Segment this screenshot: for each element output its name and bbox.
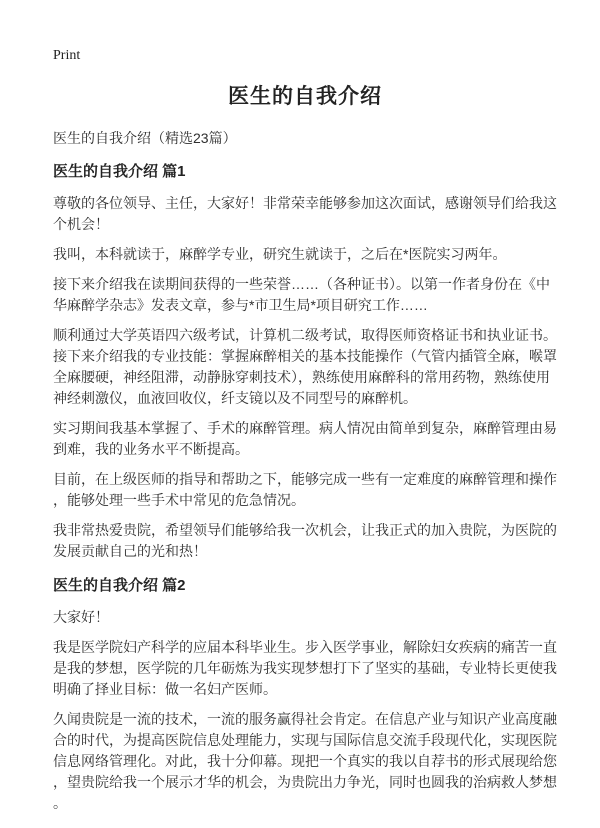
paragraph: 我是医学院妇产科学的应届本科毕业生。步入医学事业，解除妇女疾病的痛苦一直是我的梦想，医学院的几年砺炼为我实现梦想打下了坚实的基础，专业特长更使我明确了择业目标：做一名妇产医师。 (53, 639, 557, 697)
paragraph: 大家好！ (53, 609, 109, 625)
print-button[interactable]: Print (53, 48, 81, 63)
paragraph: 久闻贵院是一流的技术，一流的服务赢得社会肯定。在信息产业与知识产业高度融合的时代，为提高医院信息处理能力，实现与国际信息交流手段现代化，实现医院信息网络管理化。对此，我十分仰幕。现把一个真实的我以自荐书的形式展现给您，望贵院给我一个展示才华的机会，为贵院出力争光，同时也圆我的治病救人梦想。 (53, 711, 557, 811)
section-1 (53, 160, 557, 562)
section-heading: 医生的自我介绍 篇2 (53, 577, 186, 594)
section-heading: 医生的自我介绍 篇1 (53, 163, 186, 180)
paragraph: 我非常热爱贵院，希望领导们能够给我一次机会，让我正式的加入贵院，为医院的发展贡献自己的光和热！ (53, 522, 557, 559)
paragraph: 实习期间我基本掌握了、手术的麻醉管理。病人情况由简单到复杂，麻醉管理由易到难，我的业务水平不断提高。 (53, 420, 557, 457)
page-title: 医生的自我介绍 (228, 85, 382, 108)
section-2 (53, 574, 557, 814)
doc-subtitle: 医生的自我介绍（精选23篇） (53, 130, 237, 146)
paragraph: 目前，在上级医师的指导和帮助之下，能够完成一些有一定难度的麻醉管理和操作，能够处理一些手术中常见的危急情况。 (53, 471, 557, 508)
paragraph: 接下来介绍我在读期间获得的一些荣誉……（各种证书）。以第一作者身份在《中华麻醉学杂志》发表文章，参与*市卫生局*项目研究工作…… (53, 276, 550, 313)
paragraph: 尊敬的各位领导、主任，大家好！非常荣幸能够参加这次面试，感谢领导们给我这个机会！ (53, 195, 557, 232)
paragraph: 我叫，本科就读于，麻醉学专业，研究生就读于，之后在*医院实习两年。 (53, 246, 507, 262)
paragraph: 顺利通过大学英语四六级考试，计算机二级考试，取得医师资格证书和执业证书。接下来介绍我的专业技能：掌握麻醉相关的基本技能操作（气管内插管全麻，喉罩全麻腰硬，神经阻滞，动静脉穿刺技术），熟练使用麻醉科的常用药物，熟练使用神经刺激仪，血液回收仪，纤支镜以及不同型号的麻醉机。 (53, 327, 557, 406)
